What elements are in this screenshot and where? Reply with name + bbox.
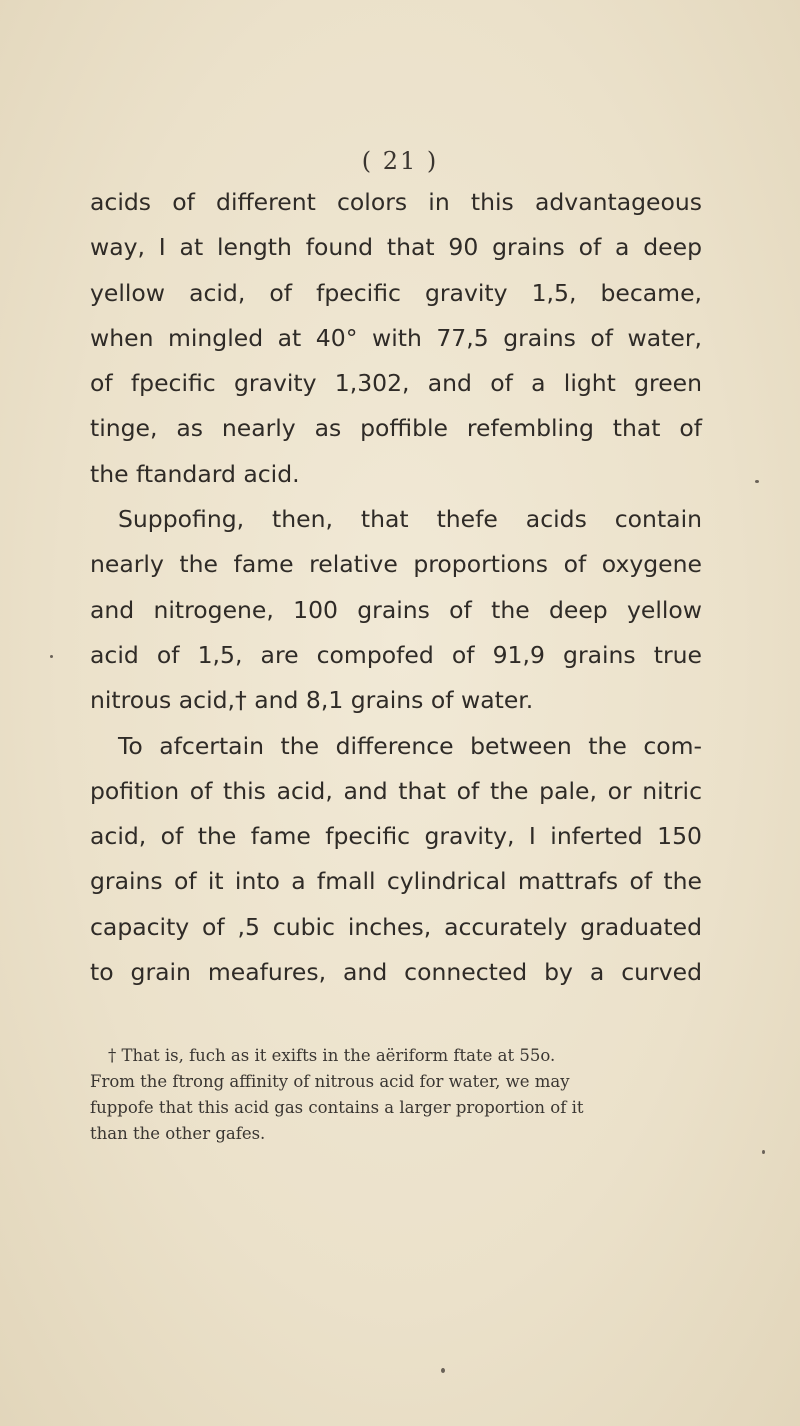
paper-speck xyxy=(50,655,53,658)
footnote xyxy=(90,1043,702,1147)
body-line: grains of it into a fmall cylindrical mattrafs of the xyxy=(90,867,702,896)
body-line: and nitrogene, 100 grains of the deep yellow xyxy=(90,595,702,624)
footnote-line: † That is, fuch as it exifts in the aëriform ftate at 55o. xyxy=(108,1046,556,1065)
body-line: the ftandard acid. xyxy=(90,459,300,488)
paper-speck xyxy=(762,1150,765,1154)
body-line: acids of different colors in this advantageous xyxy=(90,188,702,216)
body-line: of fpecific gravity 1,302, and of a light green xyxy=(90,369,702,398)
footnote-line: From the ftrong affinity of nitrous acid for water, we may xyxy=(90,1072,570,1091)
footnote-line: than the other gafes. xyxy=(90,1124,266,1143)
body-line: acid, of the fame fpecific gravity, I inferted 150 xyxy=(90,822,702,851)
body-line: pofition of this acid, and that of the pale, or nitric xyxy=(90,776,702,805)
body-line: nitrous acid,† and 8,1 grains of water. xyxy=(90,686,534,715)
page-number: ( 21 ) xyxy=(361,147,439,175)
body-line: when mingled at 40° with 77,5 grains of water, xyxy=(90,323,702,352)
paper-speck xyxy=(755,480,759,483)
body-line: yellow acid, of fpecific gravity 1,5, became, xyxy=(90,278,702,307)
body-line: To afcertain the difference between the com- xyxy=(118,731,702,760)
body-line: Suppofing, then, that thefe acids contain xyxy=(118,505,702,534)
body-line: acid of 1,5, are compofed of 91,9 grains true xyxy=(90,640,702,669)
body-line: to grain meafures, and connected by a curved xyxy=(90,958,702,987)
body-line: capacity of ,5 cubic inches, accurately graduated xyxy=(90,912,702,941)
paper-speck xyxy=(441,1368,445,1373)
body-line: nearly the fame relative proportions of oxygene xyxy=(90,550,702,579)
footnote-line: fuppofe that this acid gas contains a larger proportion of it xyxy=(90,1098,584,1117)
body-line: way, I at length found that 90 grains of a deep xyxy=(90,233,702,262)
body-line: tinge, as nearly as poffible refembling that of xyxy=(90,414,702,443)
body-text xyxy=(90,180,702,995)
